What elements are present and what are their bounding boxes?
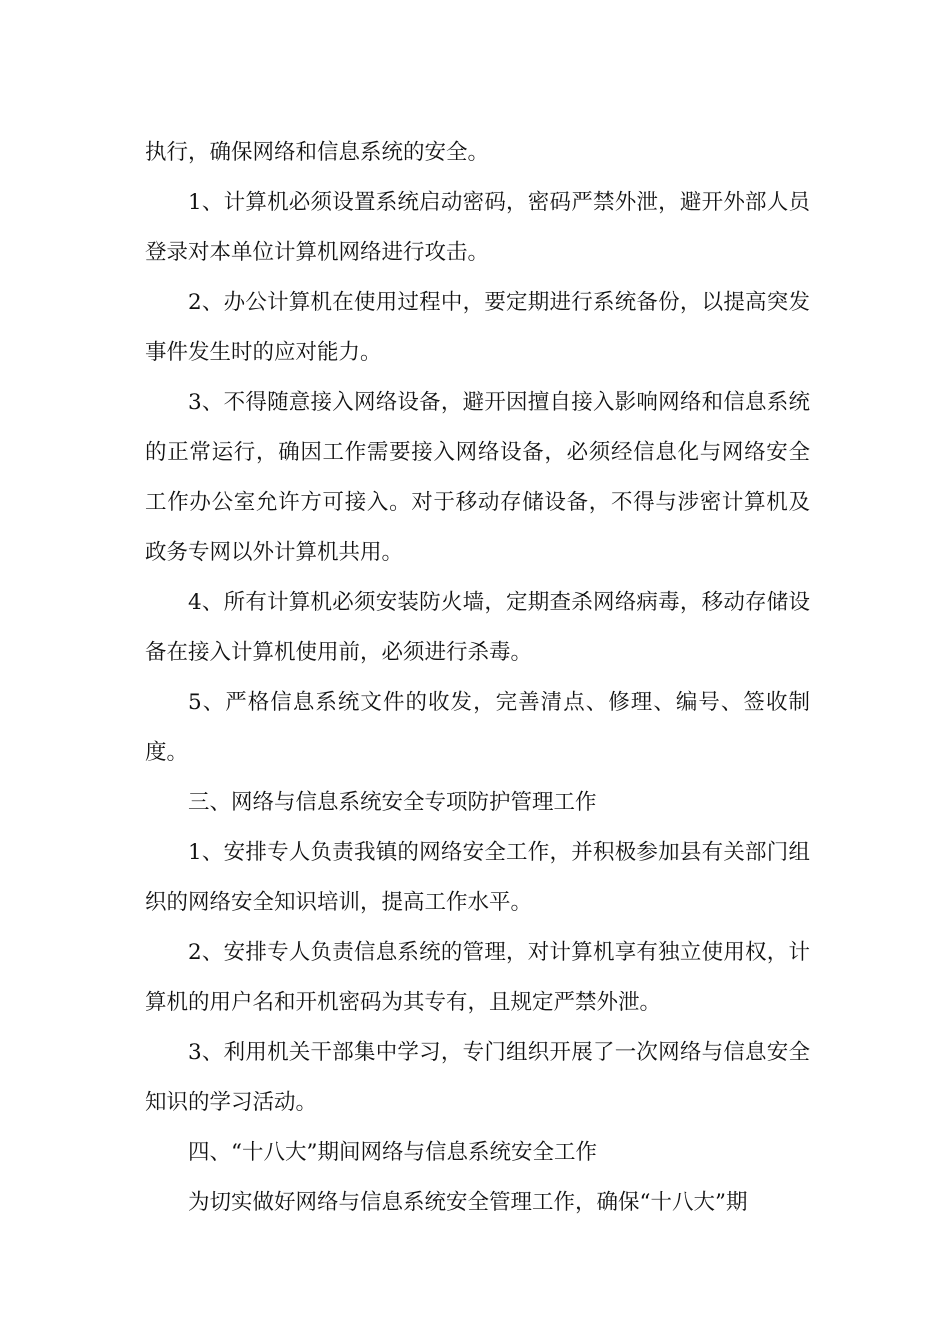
- paragraph-item-1: 1、计算机必须设置系统启动密码，密码严禁外泄，避开外部人员登录对本单位计算机网络进行攻击。: [145, 190, 810, 265]
- paragraph-item-3: 3、不得随意接入网络设备，避开因擅自接入影响网络和信息系统的正常运行，确因工作需要接入网络设备，必须经信息化与网络安全工作办公室允许方可接入。对于移动存储设备，不得与涉密计算机及政务专网以外计算机共用。: [145, 390, 810, 565]
- paragraph-section3-item-2: 2、安排专人负责信息系统的管理，对计算机享有独立使用权，计算机的用户名和开机密码为其专有，且规定严禁外泄。: [145, 940, 810, 1015]
- paragraph-item-4: 4、所有计算机必须安装防火墙，定期查杀网络病毒，移动存储设备在接入计算机使用前，必须进行杀毒。: [145, 590, 810, 665]
- section-heading-4: 四、“十八大”期间网络与信息系统安全工作: [188, 1140, 597, 1165]
- paragraph-item-2: 2、办公计算机在使用过程中，要定期进行系统备份，以提高突发事件发生时的应对能力。: [145, 290, 810, 365]
- paragraph-continuation: 执行，确保网络和信息系统的安全。: [145, 140, 490, 165]
- section-heading-3: 三、网络与信息系统安全专项防护管理工作: [188, 790, 597, 815]
- paragraph-section3-item-3: 3、利用机关干部集中学习，专门组织开展了一次网络与信息安全知识的学习活动。: [145, 1040, 810, 1115]
- paragraph-item-5: 5、严格信息系统文件的收发，完善清点、修理、编号、签收制度。: [145, 690, 810, 765]
- paragraph-section3-item-1: 1、安排专人负责我镇的网络安全工作，并积极参加县有关部门组织的网络安全知识培训，提高工作水平。: [145, 840, 810, 915]
- paragraph-section4-intro: 为切实做好网络与信息系统安全管理工作，确保“十八大”期: [188, 1190, 748, 1215]
- document-body: [145, 128, 810, 1228]
